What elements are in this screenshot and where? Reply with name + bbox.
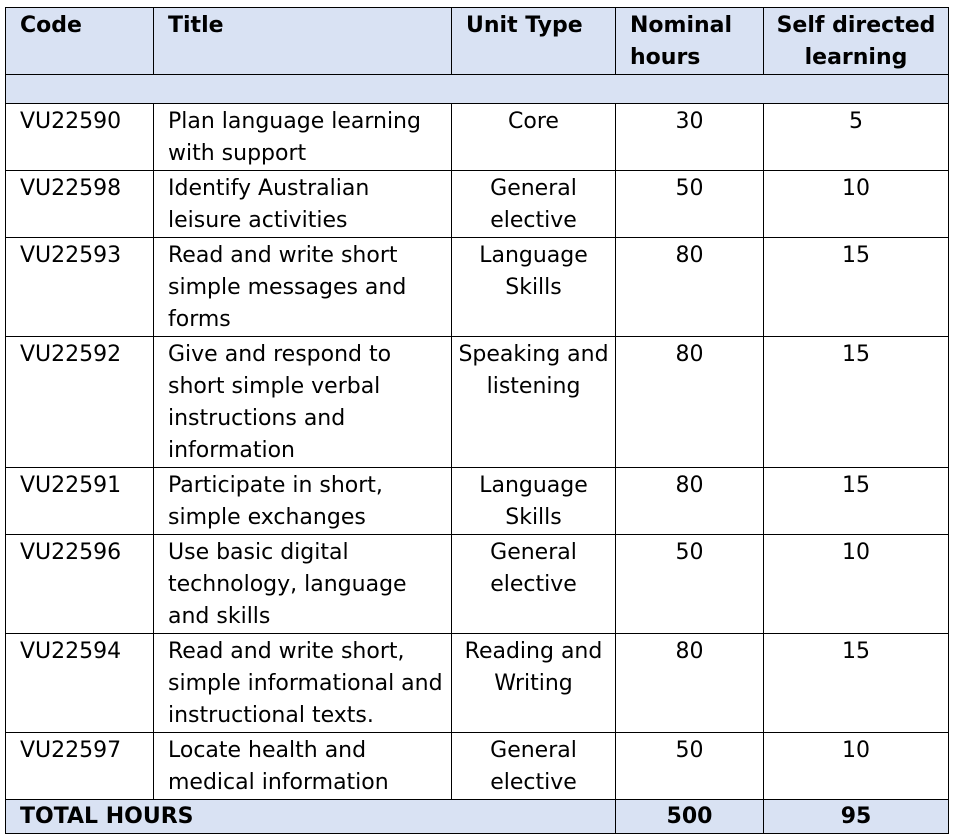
header-nominal-hours: Nominal hours: [616, 8, 764, 75]
cell-title: Give and respond to short simple verbal instructions and information: [154, 337, 452, 468]
cell-nominal-hours: 50: [616, 535, 764, 634]
total-nominal-hours: 500: [616, 800, 764, 834]
table-row: [6, 733, 949, 800]
table-row: [6, 634, 949, 733]
cell-unit-type: General elective: [452, 733, 616, 800]
cell-title: Locate health and medical information: [154, 733, 452, 800]
cell-self-directed: 15: [764, 337, 949, 468]
cell-self-directed: 15: [764, 634, 949, 733]
cell-unit-type: Reading and Writing: [452, 634, 616, 733]
cell-nominal-hours: 50: [616, 171, 764, 238]
cell-self-directed: 10: [764, 171, 949, 238]
cell-code: VU22593: [6, 238, 154, 337]
cell-code: VU22597: [6, 733, 154, 800]
cell-title: Identify Australian leisure activities: [154, 171, 452, 238]
table-banner-row: [6, 75, 949, 104]
cell-unit-type: Speaking and listening: [452, 337, 616, 468]
cell-nominal-hours: 80: [616, 238, 764, 337]
cell-title: Read and write short, simple informational and instructional texts.: [154, 634, 452, 733]
cell-self-directed: 5: [764, 104, 949, 171]
cell-unit-type: General elective: [452, 535, 616, 634]
cell-unit-type: Language Skills: [452, 468, 616, 535]
cell-nominal-hours: 50: [616, 733, 764, 800]
cell-unit-type: General elective: [452, 171, 616, 238]
cell-self-directed: 15: [764, 468, 949, 535]
total-self-directed: 95: [764, 800, 949, 834]
header-row: [6, 8, 949, 75]
cell-self-directed: 10: [764, 535, 949, 634]
table-row: [6, 104, 949, 171]
cell-self-directed: 15: [764, 238, 949, 337]
cell-self-directed: 10: [764, 733, 949, 800]
units-table-container: [5, 7, 948, 834]
header-title: Title: [154, 8, 452, 75]
cell-unit-type: Core: [452, 104, 616, 171]
units-table: [5, 7, 949, 834]
cell-code: VU22591: [6, 468, 154, 535]
table-banner: [6, 75, 949, 104]
cell-title: Plan language learning with support: [154, 104, 452, 171]
cell-code: VU22598: [6, 171, 154, 238]
cell-code: VU22590: [6, 104, 154, 171]
cell-title: Participate in short, simple exchanges: [154, 468, 452, 535]
cell-code: VU22596: [6, 535, 154, 634]
cell-title: Read and write short simple messages and forms: [154, 238, 452, 337]
total-row: [6, 800, 949, 834]
header-self-directed-learning: Self directed learning: [764, 8, 949, 75]
cell-unit-type: Language Skills: [452, 238, 616, 337]
header-unit-type: Unit Type: [452, 8, 616, 75]
table-row: [6, 337, 949, 468]
cell-code: VU22594: [6, 634, 154, 733]
table-row: [6, 535, 949, 634]
cell-code: VU22592: [6, 337, 154, 468]
table-row: [6, 468, 949, 535]
cell-nominal-hours: 80: [616, 468, 764, 535]
cell-nominal-hours: 80: [616, 634, 764, 733]
cell-title: Use basic digital technology, language and skills: [154, 535, 452, 634]
table-row: [6, 238, 949, 337]
total-label: TOTAL HOURS: [6, 800, 616, 834]
cell-nominal-hours: 30: [616, 104, 764, 171]
cell-nominal-hours: 80: [616, 337, 764, 468]
table-row: [6, 171, 949, 238]
header-code: Code: [6, 8, 154, 75]
